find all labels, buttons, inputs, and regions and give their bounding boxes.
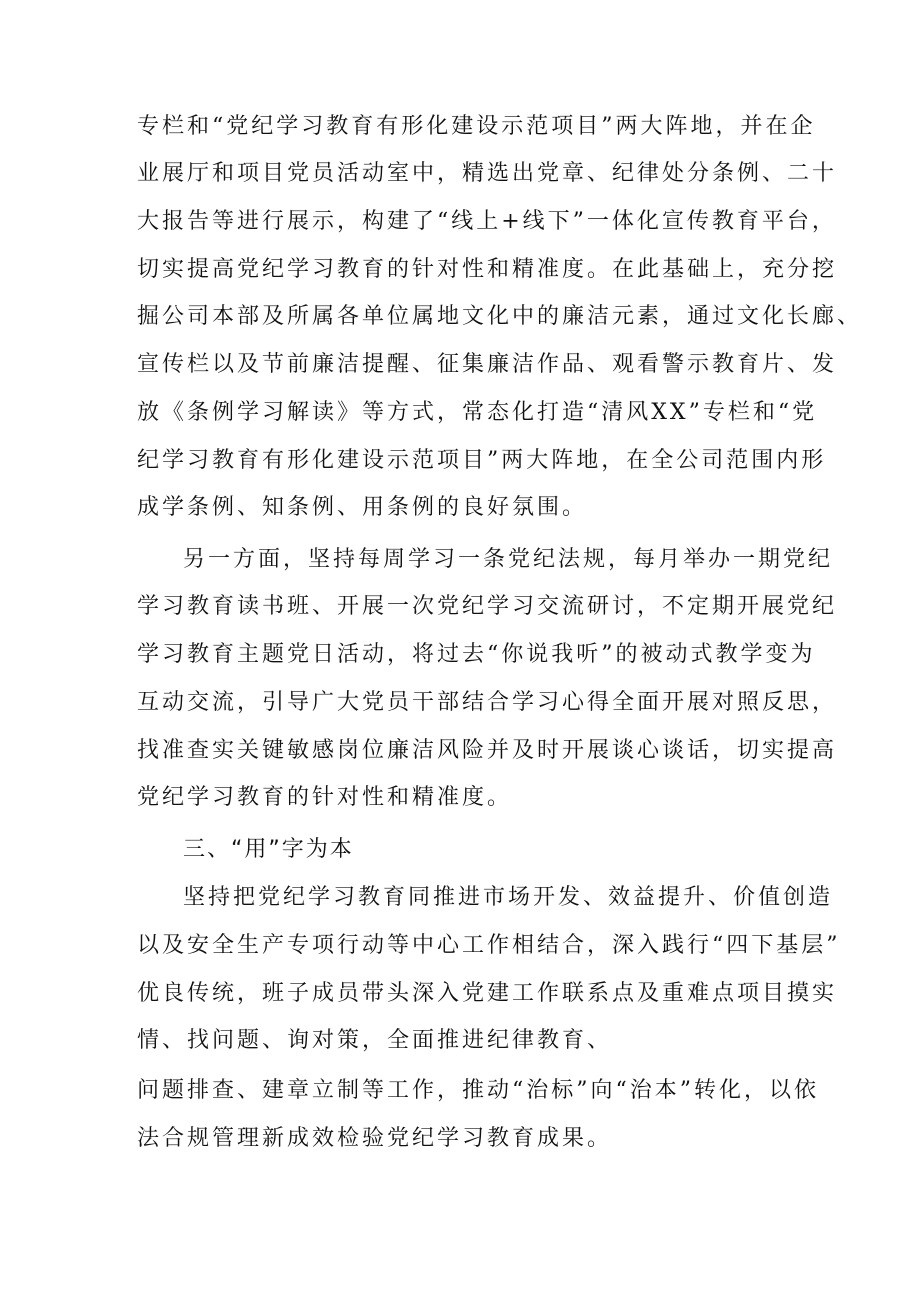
paragraph-line: 问题排查、建章立制等工作，推动“治标”向“治本”转化，以依 (137, 1078, 819, 1103)
paragraph-line: 法合规管理新成效检验党纪学习教育成果。 (137, 1126, 613, 1151)
paragraph-line: 学习教育读书班、开展一次党纪学习交流研讨，不定期开展党纪 (137, 594, 838, 619)
paragraph-line: 放《条例学习解读》等方式，常态化打造“清风XX”专栏和“党 (137, 400, 818, 425)
paragraph-line: 学习教育主题党日活动，将过去“你说我听”的被动式教学变为 (137, 642, 816, 667)
paragraph-line: 纪学习教育有形化建设示范项目”两大阵地，在全公司范围内形 (137, 448, 827, 473)
paragraph-line: 成学条例、知条例、用条例的良好氛围。 (137, 495, 588, 520)
paragraph-line: 找准查实关键敏感岗位廉洁风险并及时开展谈心谈话，切实提高 (137, 738, 838, 763)
paragraph-line: 业展厅和项目党员活动室中，精选出党章、纪律处分条例、二十 (137, 161, 838, 186)
paragraph-line: 坚持把党纪学习教育同推进市场开发、效益提升、价值创造 (183, 885, 834, 910)
paragraph-line: 大报告等进行展示，构建了“线上+线下”一体化宣传教育平台， (137, 209, 837, 234)
paragraph-line: 以及安全生产专项行动等中心工作相结合，深入践行“四下基层” (137, 933, 841, 958)
paragraph-line: 另一方面，坚持每周学习一条党纪法规，每月举办一期党纪 (183, 547, 834, 572)
paragraph-line: 宣传栏以及节前廉洁提醒、征集廉洁作品、观看警示教育片、发 (137, 352, 838, 377)
paragraph-line: 切实提高党纪学习教育的针对性和精准度。在此基础上，充分挖 (137, 257, 838, 282)
paragraph-line: 党纪学习教育的针对性和精准度。 (137, 785, 513, 810)
paragraph-line: 专栏和“党纪学习教育有形化建设示范项目”两大阵地，并在企 (137, 114, 816, 139)
paragraph-line: 优良传统，班子成员带头深入党建工作联系点及重难点项目摸实 (137, 981, 838, 1006)
paragraph-line: 掘公司本部及所属各单位属地文化中的廉洁元素，通过文化长廊、 (137, 304, 863, 329)
section-heading: 三、“用”字为本 (183, 837, 354, 862)
paragraph-line: 互动交流，引导广大党员干部结合学习心得全面开展对照反思， (137, 690, 838, 715)
paragraph-line: 情、找问题、询对策，全面推进纪律教育、 (137, 1028, 613, 1053)
